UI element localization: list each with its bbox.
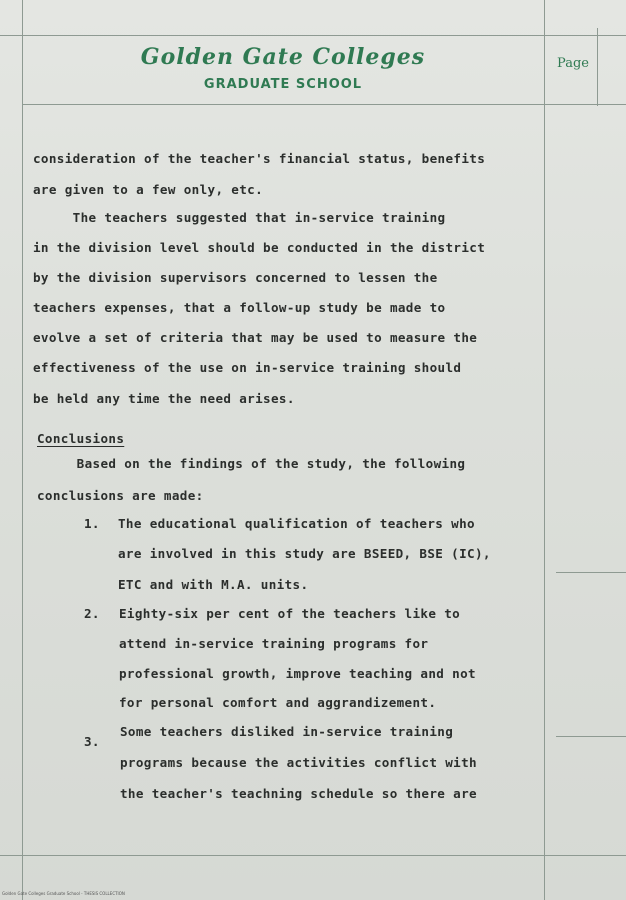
body-line: in the division level should be conducted in the district: [33, 240, 486, 255]
margin-mark-rule-2: [556, 736, 626, 737]
school-name: GRADUATE SCHOOL: [203, 77, 363, 92]
frame-top-rule: [0, 35, 626, 36]
list-item-line: are involved in this study are BSEED, BSE (IC),: [118, 546, 491, 561]
frame-bottom-rule: [0, 855, 626, 856]
body-line: are given to a few only, etc.: [33, 182, 264, 197]
intro-line: Based on the findings of the study, the following: [37, 456, 466, 471]
list-item-number: 1.: [84, 516, 100, 531]
body-line: teachers expenses, that a follow-up study be made to: [33, 300, 446, 315]
list-item-line: for personal comfort and aggrandizement.: [119, 695, 437, 710]
intro-line: conclusions are made:: [37, 488, 204, 503]
frame-left-rule: [22, 0, 23, 900]
page-number-label: Page: [557, 56, 589, 71]
list-item-number: 2.: [84, 606, 100, 621]
frame-right-rule: [544, 0, 545, 900]
margin-mark-rule: [556, 572, 626, 573]
list-item-line: ETC and with M.A. units.: [118, 577, 309, 592]
conclusions-heading: Conclusions: [37, 431, 125, 446]
list-item-line: Some teachers disliked in-service training: [120, 724, 454, 739]
list-item-line: professional growth, improve teaching and not: [119, 666, 476, 681]
list-item-line: The educational qualification of teachers who: [118, 516, 475, 531]
scan-footer-note: Golden Gate Colleges Graduate School - THESIS COLLECTION: [2, 891, 125, 896]
college-name: Golden Gate Colleges: [140, 44, 426, 70]
frame-header-rule: [22, 104, 626, 105]
body-line: evolve a set of criteria that may be used to measure the: [33, 330, 478, 345]
body-line: by the division supervisors concerned to lessen the: [33, 270, 438, 285]
list-item-line: Eighty-six per cent of the teachers like to: [119, 606, 461, 621]
body-line: The teachers suggested that in-service training: [33, 210, 446, 225]
list-item-line: programs because the activities conflict with: [120, 755, 477, 770]
body-line: consideration of the teacher's financial status, benefits: [33, 151, 486, 166]
list-item-number: 3.: [84, 734, 100, 749]
list-item-line: attend in-service training programs for: [119, 636, 429, 651]
body-line: effectiveness of the use on in-service training should: [33, 360, 462, 375]
list-item-line: the teacher's teachning schedule so there are: [120, 786, 477, 801]
body-line: be held any time the need arises.: [33, 391, 295, 406]
